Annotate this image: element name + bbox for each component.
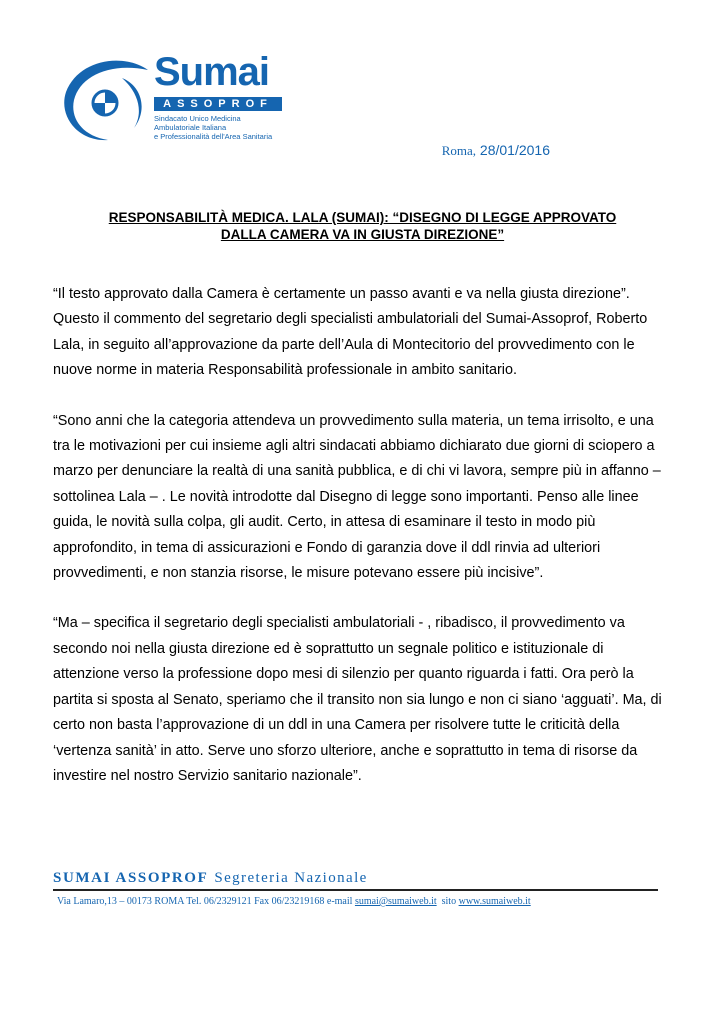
- footer-org: SUMAI ASSOPROF: [53, 870, 209, 886]
- footer-contacts: [57, 896, 531, 907]
- footer-email-link[interactable]: sumai@sumaiweb.it: [354, 896, 437, 907]
- sumai-logo: [60, 50, 295, 148]
- logo-bar: ASSOPROF: [154, 97, 282, 111]
- logo-subtitle: [154, 114, 304, 141]
- footer-title: [53, 870, 368, 887]
- logo-emblem-icon: [60, 58, 152, 148]
- article-body: [53, 282, 671, 814]
- footer-address: Via Lamaro,13 – 00173 ROMA Tel. 06/2329121 Fax 06/23219168 e-mail: [57, 896, 355, 907]
- footer-dept: Segreteria Nazionale: [214, 870, 368, 886]
- paragraph: “Ma – specifica il segretario degli specialisti ambulatoriali - , ribadisco, il provvedimento va secondo noi nella giusta direzione ed è soprattutto un segnale politico e istituzionale di attenzione verso la professione dopo mesi di silenzio per quanto riguarda i fatti. Ora però la partita si sposta al Senato, speriamo che il transito non sia lungo e non ci siano ‘agguati’. Ma, di certo non basta l’approvazione di un ddl in una Camera per risolvere tutte le criticità della ‘vertenza sanità’ in atto. Serve uno sforzo ulteriore, anche e soprattutto in tema di risorse da investire nel nostro Servizio sanitario nazionale”.: [53, 615, 662, 784]
- paragraph: “Sono anni che la categoria attendeva un provvedimento sulla materia, un tema irrisolto, e una tra le motivazioni per cui insieme agli altri sindacati abbiamo dichiarato due giorni di sciopero a marzo per denunciare la realtà di una sanità pubblica, e di chi vi lavora, sempre più in affanno – sottolinea Lala – . Le novità introdotte dal Disegno di legge sono importanti. Penso alle linee guida, le novità sulla colpa, gli audit. Certo, in attesa di esaminare il testo in modo più approfondito, in tema di assicurazioni e Fondo di garanzia dove il ddl rinvia ad ulteriori provvedimenti, e non stanzia risorse, le misure potevano essere più incisive”.: [53, 412, 661, 582]
- date-line: [442, 142, 550, 159]
- logo-name: Sumai: [154, 50, 270, 94]
- logo-subtitle-line: e Professionalità dell'Area Sanitaria: [154, 132, 273, 141]
- headline-line: DALLA CAMERA VA IN GIUSTA DIREZIONE”: [220, 227, 505, 242]
- paragraph: “Il testo approvato dalla Camera è certamente un passo avanti e va nella giusta direzione”. Questo il commento del segretario degli specialisti ambulatoriali del Sumai-Assoprof, Roberto Lala, in seguito all’approvazione da parte dell’Aula di Montecitorio del provvedimento con le nuove norme in materia Responsabilità professionale in ambito sanitario.: [53, 286, 648, 379]
- headline: [60, 209, 665, 243]
- footer-site-label: sito: [436, 896, 459, 907]
- logo-subtitle-line: Ambulatoriale Italiana: [154, 123, 227, 132]
- logo-subtitle-line: Sindacato Unico Medicina: [154, 114, 241, 123]
- headline-line: RESPONSABILITÀ MEDICA. LALA (SUMAI): “DISEGNO DI LEGGE APPROVATO: [108, 210, 617, 225]
- footer-site-link[interactable]: www.sumaiweb.it: [458, 896, 531, 907]
- date-city: Roma,: [441, 143, 477, 158]
- footer-divider: [53, 889, 658, 891]
- date-value: 28/01/2016: [479, 142, 550, 158]
